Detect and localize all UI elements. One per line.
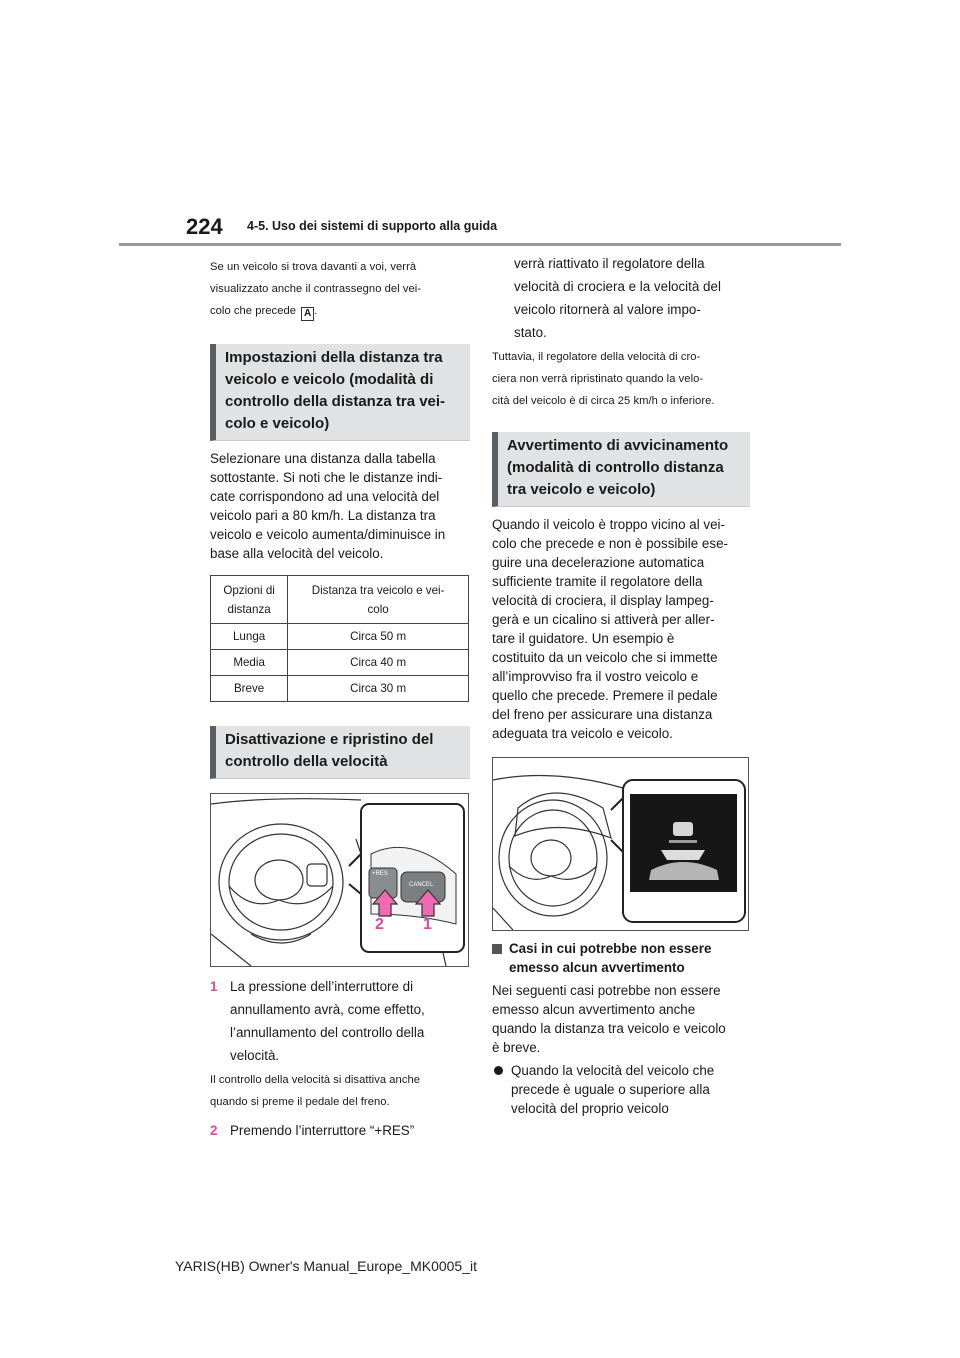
cancel-label: CANCEL	[409, 882, 434, 888]
step-2: 2 Premendo l’interruttore “+RES”	[210, 1119, 470, 1142]
table-row	[211, 676, 469, 702]
zoom-inset	[349, 804, 464, 952]
table-header: Distanza tra veicolo e vei- colo	[288, 576, 469, 624]
step-2-continued: verrà riattivato il regolatore della velocità di crociera e la velocità del veicolo ritornerà al valore impo- stato.	[514, 256, 721, 340]
heading-approach-warning: Avvertimento di avvicinamento (modalità di controllo distanza tra veicolo e veicolo)	[492, 432, 750, 507]
table-cell: Circa 30 m	[288, 676, 469, 702]
no-warning-subheading: Casi in cui potrebbe non essere emesso alcun avvertimento	[492, 939, 750, 977]
distance-table	[210, 575, 469, 702]
distance-paragraph: Selezionare una distanza dalla tabella sottostante. Si noti che le distanze indi- cate corrispondono ad una velocità del veicolo pari a 80 km/h. La distanza tra veicolo e veicolo aumenta/diminuisce in base alla velocità del veicolo.	[210, 451, 446, 561]
preceding-vehicle-mark: A	[301, 307, 314, 321]
car-icon	[673, 822, 693, 836]
step-number: 1	[210, 979, 218, 994]
list-item: Quando la velocità del veicolo che precede è uguale o superiore alla velocità del proprio veicolo	[492, 1061, 750, 1118]
heading-distance-settings: Impostazioni della distanza tra veicolo e veicolo (modalità di controllo della distanza tra vei- colo e veicolo)	[210, 344, 470, 441]
table-row	[211, 624, 469, 650]
resume-note: Tuttavia, il regolatore della velocità di cro- ciera non verrà ripristinato quando la velo- cità del veicolo è di circa 25 km/h o inferiore.	[492, 351, 715, 407]
brake-note: Il controllo della velocità si disattiva anche quando si preme il pedale del freno.	[210, 1074, 421, 1108]
table-cell: Circa 40 m	[288, 650, 469, 676]
left-column	[210, 256, 470, 1142]
footer-text: YARIS(HB) Owner's Manual_Europe_MK0005_it	[175, 1258, 477, 1274]
warning-display-figure	[492, 757, 749, 931]
table-cell: Media	[211, 650, 288, 676]
steering-wheel-illustration	[211, 794, 468, 966]
section-title: 4-5. Uso dei sistemi di supporto alla guida	[247, 219, 498, 233]
header-rule	[119, 243, 841, 246]
display-inset	[623, 780, 745, 922]
right-column	[492, 252, 750, 1118]
table-cell: Lunga	[211, 624, 288, 650]
res-label: +RES	[372, 871, 388, 877]
dashboard-illustration	[493, 758, 748, 930]
intro-text: Se un veicolo si trova davanti a voi, verrà visualizzato anche il contrassegno del vei- colo che precede A .	[210, 261, 422, 319]
table-header: Opzioni di distanza	[211, 576, 288, 624]
step-number: 2	[210, 1123, 218, 1138]
heading-cancel-resume: Disattivazione e ripristino del controllo della velocità	[210, 726, 470, 779]
page-number: 224	[186, 214, 223, 239]
warning-paragraph: Quando il veicolo è troppo vicino al vei- colo che precede e non è possibile ese- guire una decelerazione automatica sufficiente tramite il regolatore della velocità di crociera, il display lampeg- gerà e un cicalino si attiverà per aller- tare il guidatore. Un esempio è costituito da un veicolo che si immette all’improvviso fra il vostro veicolo e quello che precede. Premere il pedale del freno per assicurare una distanza adeguata tra veicolo e veicolo.	[492, 517, 728, 741]
no-warning-paragraph: Nei seguenti casi potrebbe non essere emesso alcun avvertimento anche quando la distanza tra veicolo e veicolo è breve.	[492, 983, 726, 1055]
table-cell: Circa 50 m	[288, 624, 469, 650]
table-cell: Breve	[211, 676, 288, 702]
callout-2: 2	[375, 916, 384, 933]
square-bullet-icon	[492, 944, 502, 954]
callout-1: 1	[423, 916, 432, 933]
bullet-icon	[494, 1066, 503, 1075]
steering-switch-figure	[210, 793, 469, 967]
step-1: 1 La pressione dell’interruttore di annullamento avrà, come effetto, l’annullamento del controllo della velocità.	[210, 975, 470, 1067]
table-row	[211, 650, 469, 676]
table-header-row	[211, 576, 469, 624]
